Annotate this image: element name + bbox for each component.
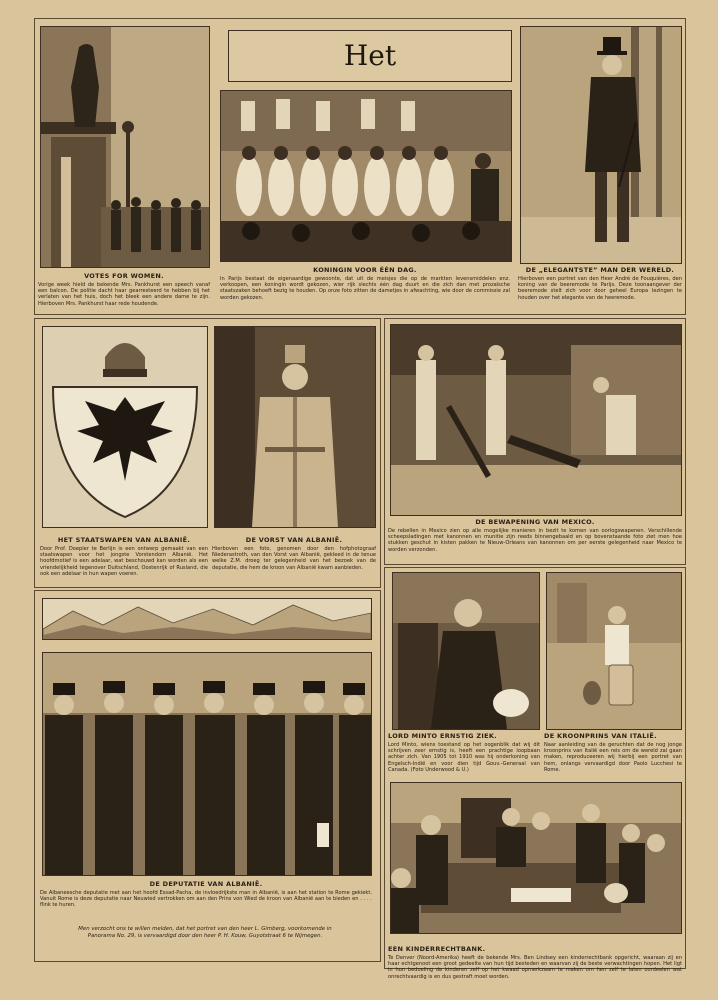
caption-kroonprins	[544, 732, 682, 773]
caption-text: De rebellen in Mexico zien op alle mogelijke manieren in bezit te komen van oorlogswapenen. Verschillende scheepsladingen met kanonnen en munitie zijn reeds binnengebaald en op bovenstaande foto ziet men hoe stukken geschut in kisten pakken te Nieuw-Orleans van kanonnen om per eerste gelegenheid naar Mexico te worden verzonden.	[388, 528, 682, 553]
caption-koningin	[220, 266, 510, 301]
caption-title: DE BEWAPENING VAN MEXICO.	[475, 518, 595, 526]
caption-text: Naar aanleiding van de geruchten dat de nog jonge kroonprins van Italië een reis om de wereld zal gaan maken, reproduceeren wij hierbij een portret van hem, onlangs vervaardigd door Paolo Lucchesi te Rome.	[544, 742, 682, 773]
mountain-landscape-illustration	[42, 598, 372, 640]
caption-deputatie	[40, 880, 372, 909]
caption-title: LORD MINTO ERNSTIG ZIEK.	[388, 732, 497, 740]
caption-kinderrechtbank	[388, 936, 682, 980]
caption-text: De Albaneesche deputatie met aan het hoofd Essad-Pacha, de invloedrijkste man in Albanië, is aan het station te Rome gekiekt. Vanuit Rome is deze deputatie naar Neuwied vertrokken om aan den Prins von Wied de kroon van Albanië aan te bieden en . . . . flink te huren.	[40, 890, 372, 909]
caption-title: HET STAATSWAPEN VAN ALBANIË.	[57, 536, 191, 544]
caption-title: VOTES FOR WOMEN.	[84, 272, 164, 280]
caption-text: Door Prof. Doepler te Berlijn is een ontwerp gemaakt van een staatswapen voor het jongste Vorstendom Albanië. Het hoofdmotief is een adelaar, wat beschouwd kan worden als een vriendelijkheid tegenover Duitschland, Oostenrijk of Rusland, die ook een adelaar in hun wapen voeren.	[40, 546, 208, 577]
delegation-photo	[42, 652, 372, 876]
caption-text: Te Denver (Noord-Amerika) heeft de bekende Mrs. Ben Lindsey een kinderrechtbank opgericht, waaraan zij en haar echtgenoot een groot gedeelte van hun tijd besteden en waarvan zij de beste verwachtingen hopen. Het ligt in hun bedoeling de kinderen zelf op het kwaad opmerkzaam te maken om hen zelf te laten oordeelen wat onrechtvaardig is en dus gestraft moet worden.	[388, 955, 682, 980]
caption-title: DE VORST VAN ALBANIË.	[245, 536, 343, 544]
gentleman-photo	[520, 26, 682, 264]
balcony-photo	[40, 26, 210, 268]
correction-notice: Men verzocht ons te willen melden, dat het portret van den heer L. Gimberg, voorkomende in Panorama No. 29, is vervaardigd door den heer P. H. Kouw, Guyotstraat 6 te Nijmegen.	[78, 926, 332, 939]
caption-text: Lord Minto, wiens toestand op het oogenblik dat wij dit schrijven zeer ernstig is, heeft een prachtige loopbaan achter zich. Van 1905 tot 1910 was hij onderkoning van Engelsch-Indië en voor dien tijd Gouv.-Generaal van Canada. (Foto Underwood & U.)	[388, 742, 540, 773]
caption-text: Vorige week hield de bekende Mrs. Pankhurst een speech vanaf een balcon. De politie dacht haar gearresteerd te hebben bij het verlaten van het huis, doch het bleek een andere dame te zijn. Hierboven Mrs. Pankhurst haar rede houdende.	[38, 282, 210, 307]
caption-title: KONINGIN VOOR ÉÉN DAG.	[313, 266, 417, 274]
caption-votes-for-women	[38, 272, 210, 307]
prince-portrait	[214, 326, 376, 528]
caption-text: Hierboven een foto, genomen door den hofphotograaf Niederastroth, van den Vorst van Albanië, gekleed in de tenue welke Z.M. droeg ter gelegenheid van het bezoek van de deputatie, die hem de kroon van Albanië kwam aanbieden.	[212, 546, 376, 571]
caption-text: Hierboven een portret van den Heer André de Fouquières, den koning van de beeremode te Parijs. Deze toonaangever der beeremode stelt zich voor door geheel Europa lezingen te houden over het elegante van de heeremode.	[518, 276, 682, 301]
caption-vorst	[212, 536, 376, 571]
lord-minto-photo	[392, 572, 540, 730]
caption-staatswapen	[40, 536, 208, 577]
caption-title: DE „ELEGANTSTE” MAN DER WERELD.	[525, 266, 675, 274]
caption-text: In Parijs bestaat de eigenaardige gewoonte, dat uit de meisjes die op de markten levensmiddelen enz. verkoopen, een koningin wordt gekozen, wier rijk slechts één dag duurt en die zich dan met prozaïsche staatszaken behoeft bezig te houden. Op onze foto zitten de dametjes in afwachting, wie door de commissie zal worden gekozen.	[220, 276, 510, 301]
caption-elegantste	[518, 266, 682, 301]
market-queens-photo	[220, 90, 512, 262]
crown-prince-photo	[546, 572, 682, 730]
caption-minto	[388, 732, 540, 773]
caption-title: DE DEPUTATIE VAN ALBANIË.	[149, 880, 263, 888]
page-title: Het	[228, 30, 512, 82]
caption-title: DE KROONPRINS VAN ITALIË.	[544, 732, 657, 740]
coat-of-arms-illustration	[42, 326, 208, 528]
children-court-photo	[390, 782, 682, 934]
mexico-cannons-photo	[390, 324, 682, 516]
caption-title: EEN KINDERRECHTBANK.	[388, 945, 486, 953]
caption-bewapening	[388, 518, 682, 553]
